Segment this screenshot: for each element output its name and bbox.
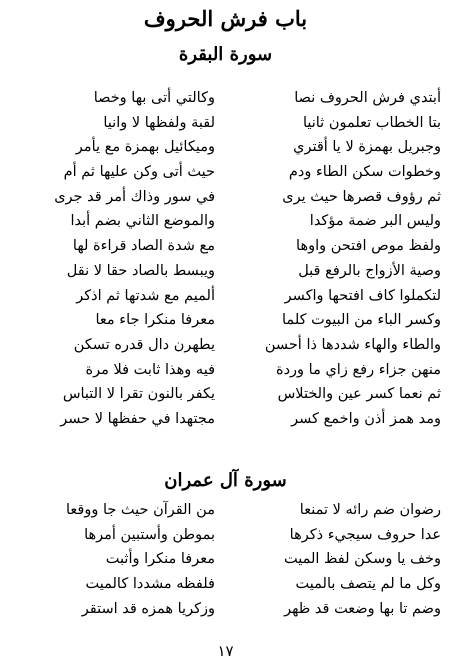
verse-line: وليس البر ضمة مؤكدا [309,213,441,230]
section-heading-al-imran: سورة آل عمران [164,470,287,491]
verse-line: وخف يا وسكن لفظ الميت [283,551,441,568]
verse-line: لقبة ولفظها لا وانيا [103,114,215,131]
verse-line: ولفظ موص افتحن واوها [296,238,441,255]
verse-line: فلفظه مشددا كالميت [85,576,215,593]
page-number: ١٧ [217,642,234,660]
verse-line: بتا الخطاب تعلمون ثانيا [302,114,441,131]
verse-line: وزكريا همزه قد استقر [81,600,215,617]
verse-line: عدا حروف سيجيء ذكرها [289,526,441,543]
verse-line: وضم تا بها وضعت قد ظهر [284,600,441,617]
verse-line: يطهرن دال قدره تسكن [73,336,215,353]
verse-line: مجتهدا في حفظها لا حسر [60,410,215,427]
verse-line: من القرآن حيث جا ووقعا [65,502,215,518]
verse-column-left [5,498,215,621]
verse-line: وكالتي أتى بها وخصا [93,90,215,106]
verse-line: وخطوات سكن الطاء ودم [288,164,441,181]
verse-line: في سور وذاك أمر قد جرى [54,188,215,205]
verse-line: ثم رؤوف قصرها حيث يرى [282,188,441,205]
verse-line: وكسر الباء من البيوت كلما [282,312,441,329]
verse-column-right [216,498,441,621]
verse-line: ومد همز أذن واخمع كسر [291,410,441,427]
verse-line: ألميم مع شدتها ثم اذكر [76,287,215,304]
verse-column-left [5,86,215,432]
verse-line: والطاء والهاء شددها ذا أحسن [264,336,441,353]
verse-line: وجبريل بهمزة لا يا أقتري [293,139,441,156]
verse-line: فيه وهذا ثابت فلا مرة [85,361,215,378]
verse-line: حيث أتى وكن عليها ثم أم [63,164,215,181]
section-heading-baqara: سورة البقرة [178,44,273,65]
verse-line: والموضع الثاني بضم أبدا [70,213,215,230]
verse-line: منهن جزاء رفع زاي ما وردة [276,361,441,378]
verse-line: مع شدة الصاد قراءة لها [72,238,215,255]
verse-line: وميكائيل بهمزة مع يأمر [75,139,215,156]
verse-column-right [216,86,441,432]
verse-line: بموطن وأستبين أمرها [84,526,215,543]
verse-line: رضوان ضم رائه لا تمنعا [299,502,441,518]
verse-line: لتكملوا كاف افتحها واكسر [284,287,441,304]
verse-line: وكل ما لم يتصف بالميت [295,576,441,593]
verse-line: ثم نعما كسر عين والختلاس [277,386,441,403]
verse-line: وصية الأزواج بالرفع قبل [298,262,441,279]
verse-line: معرفا منكرا وأثبت [105,551,215,568]
verse-line: ويبسط بالصاد حقا لا نقل [66,262,215,279]
verse-line: معرفا منكرا جاء معا [95,312,215,329]
verse-line: أبتدي فرش الحروف نصا [294,90,441,106]
chapter-title: باب فرش الحروف [143,6,308,31]
verse-line: يكفر بالنون تقرا لا التباس [62,386,215,403]
